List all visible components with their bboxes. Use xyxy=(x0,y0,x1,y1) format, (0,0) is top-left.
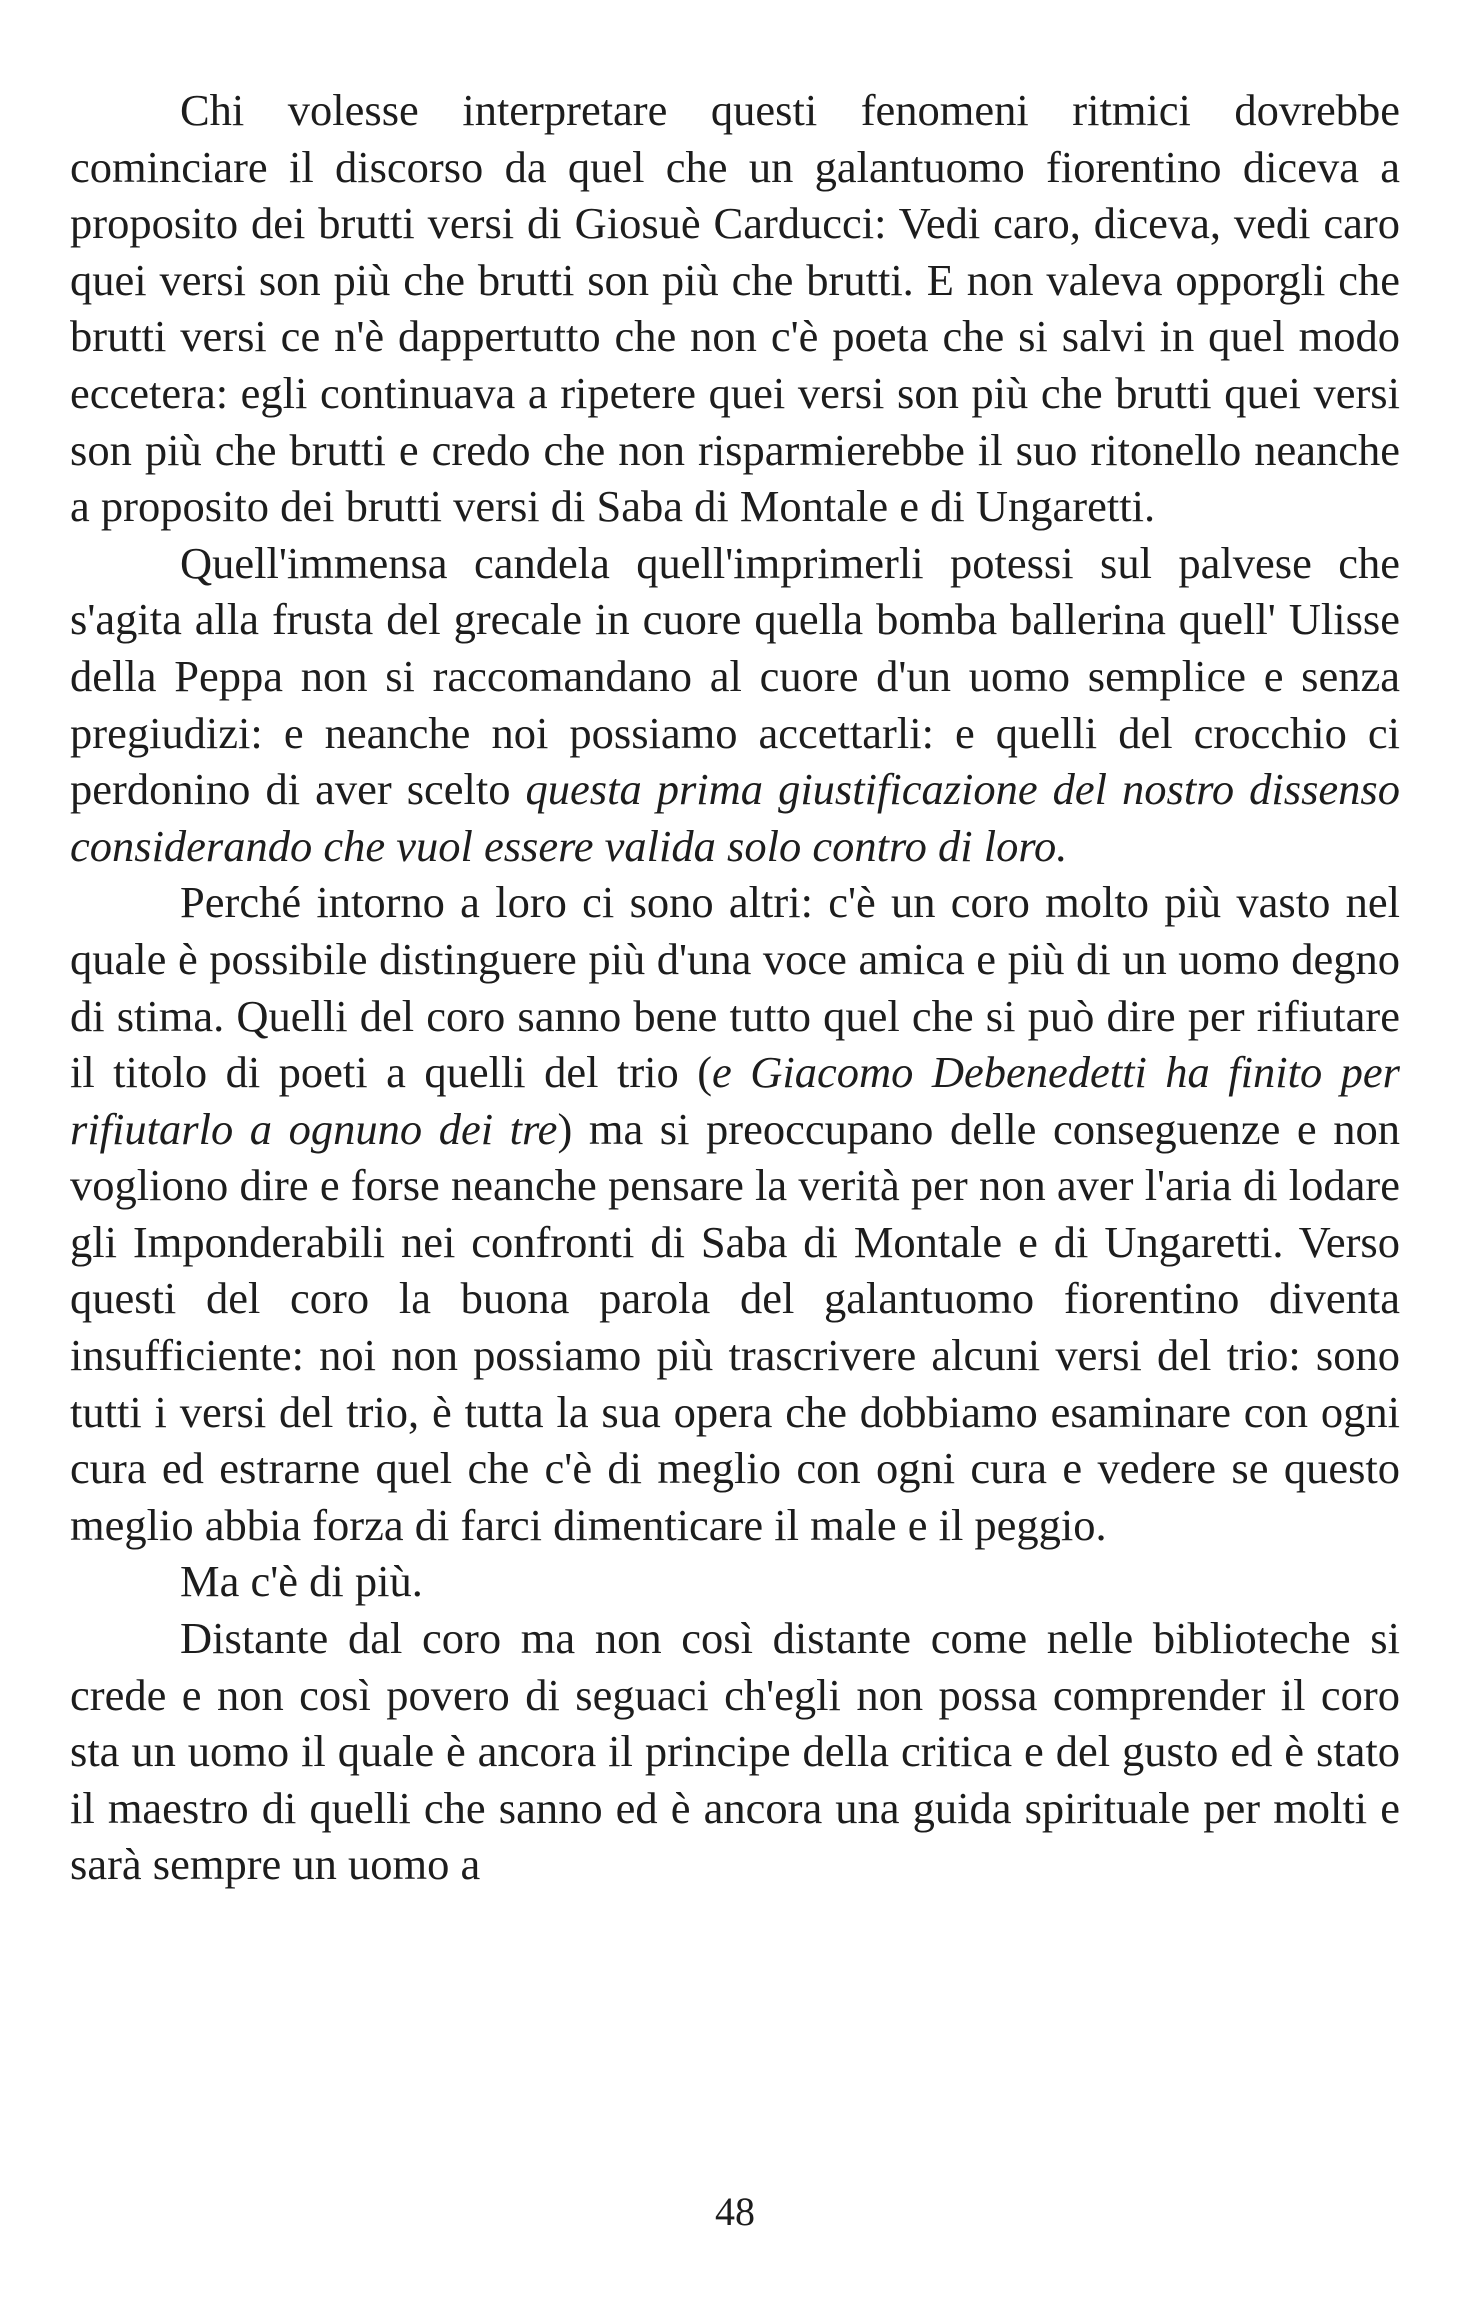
paragraph-distante xyxy=(70,1610,1400,1893)
text-run: Quell'immensa candela quell'imprimerli potessi sul palvese che s'agita alla frusta del grecale in cuore quella bomba ballerina quell' Ulisse della Peppa non si raccomandano al cuore d'un uomo semplice e senza pregiudizi: e neanche noi possiamo accettarli: e quelli del crocchio ci perdonino di aver scelto xyxy=(70,537,1400,815)
text-run: Ma c'è di più. xyxy=(180,1556,423,1607)
text-run: Distante dal coro ma non così distante come nelle biblioteche si crede e non così povero di seguaci ch'egli non possa comprender il coro sta un uomo il quale è ancora il principe della critica e del gusto ed è stato il maestro di quelli che sanno ed è ancora una guida spirituale per molti e sarà sempre un uomo a xyxy=(70,1613,1400,1890)
italic-run: e Giacomo Debenedetti ha finito per rifiutarlo a ognuno dei tre xyxy=(70,1047,1400,1154)
text-run: Chi volesse interpretare questi fenomeni ritmici dovrebbe cominciare il discorso da quel che un galantuomo fiorentino diceva a proposito dei brutti versi di Giosuè Carducci: Vedi caro, diceva, vedi caro quei versi son più che brutti son più che brutti. E non valeva opporgli che brutti versi ce n'è dappertutto che non c'è poeta che si salvi in quel modo eccetera: egli continuava a ripetere quei versi son più che brutti quei versi son più che brutti e credo che non risparmierebbe il suo ritonello neanche a proposito dei brutti versi di Saba di Montale e di Ungaretti. xyxy=(70,85,1400,532)
paragraph-carducci xyxy=(70,82,1400,535)
paragraph-coro xyxy=(70,874,1400,1553)
paragraph-ma-c-e-di-piu xyxy=(70,1553,1400,1610)
page-body xyxy=(70,82,1400,1893)
text-run: Perché intorno a loro ci sono altri: c'è un coro molto più vasto nel quale è possibile distinguere più d'una voce amica e più di un uomo degno di stima. Quelli del coro sanno bene tutto quel che si può dire per rifiutare il titolo di poeti a quelli del trio ( xyxy=(70,877,1400,1098)
paragraph-candela xyxy=(70,535,1400,875)
text-run: ) ma si preoccupano delle conseguenze e non vogliono dire e forse neanche pensare la verità per non aver l'aria di lodare gli Imponderabili nei confronti di Saba di Montale e di Ungaretti. Verso questi del coro la buona parola del galantuomo fiorentino diventa insufficiente: noi non possiamo più trascrivere alcuni versi del trio: sono tutti i versi del trio, è tutta la sua opera che dobbiamo esaminare con ogni cura ed estrarne quel che c'è di meglio con ogni cura e vedere se questo meglio abbia forza di farci dimenticare il male e il peggio. xyxy=(70,1103,1400,1550)
italic-run: questa prima giustificazione del nostro dissenso considerando che vuol essere valida solo contro di loro. xyxy=(70,764,1400,871)
page-number: 48 xyxy=(715,2189,755,2234)
